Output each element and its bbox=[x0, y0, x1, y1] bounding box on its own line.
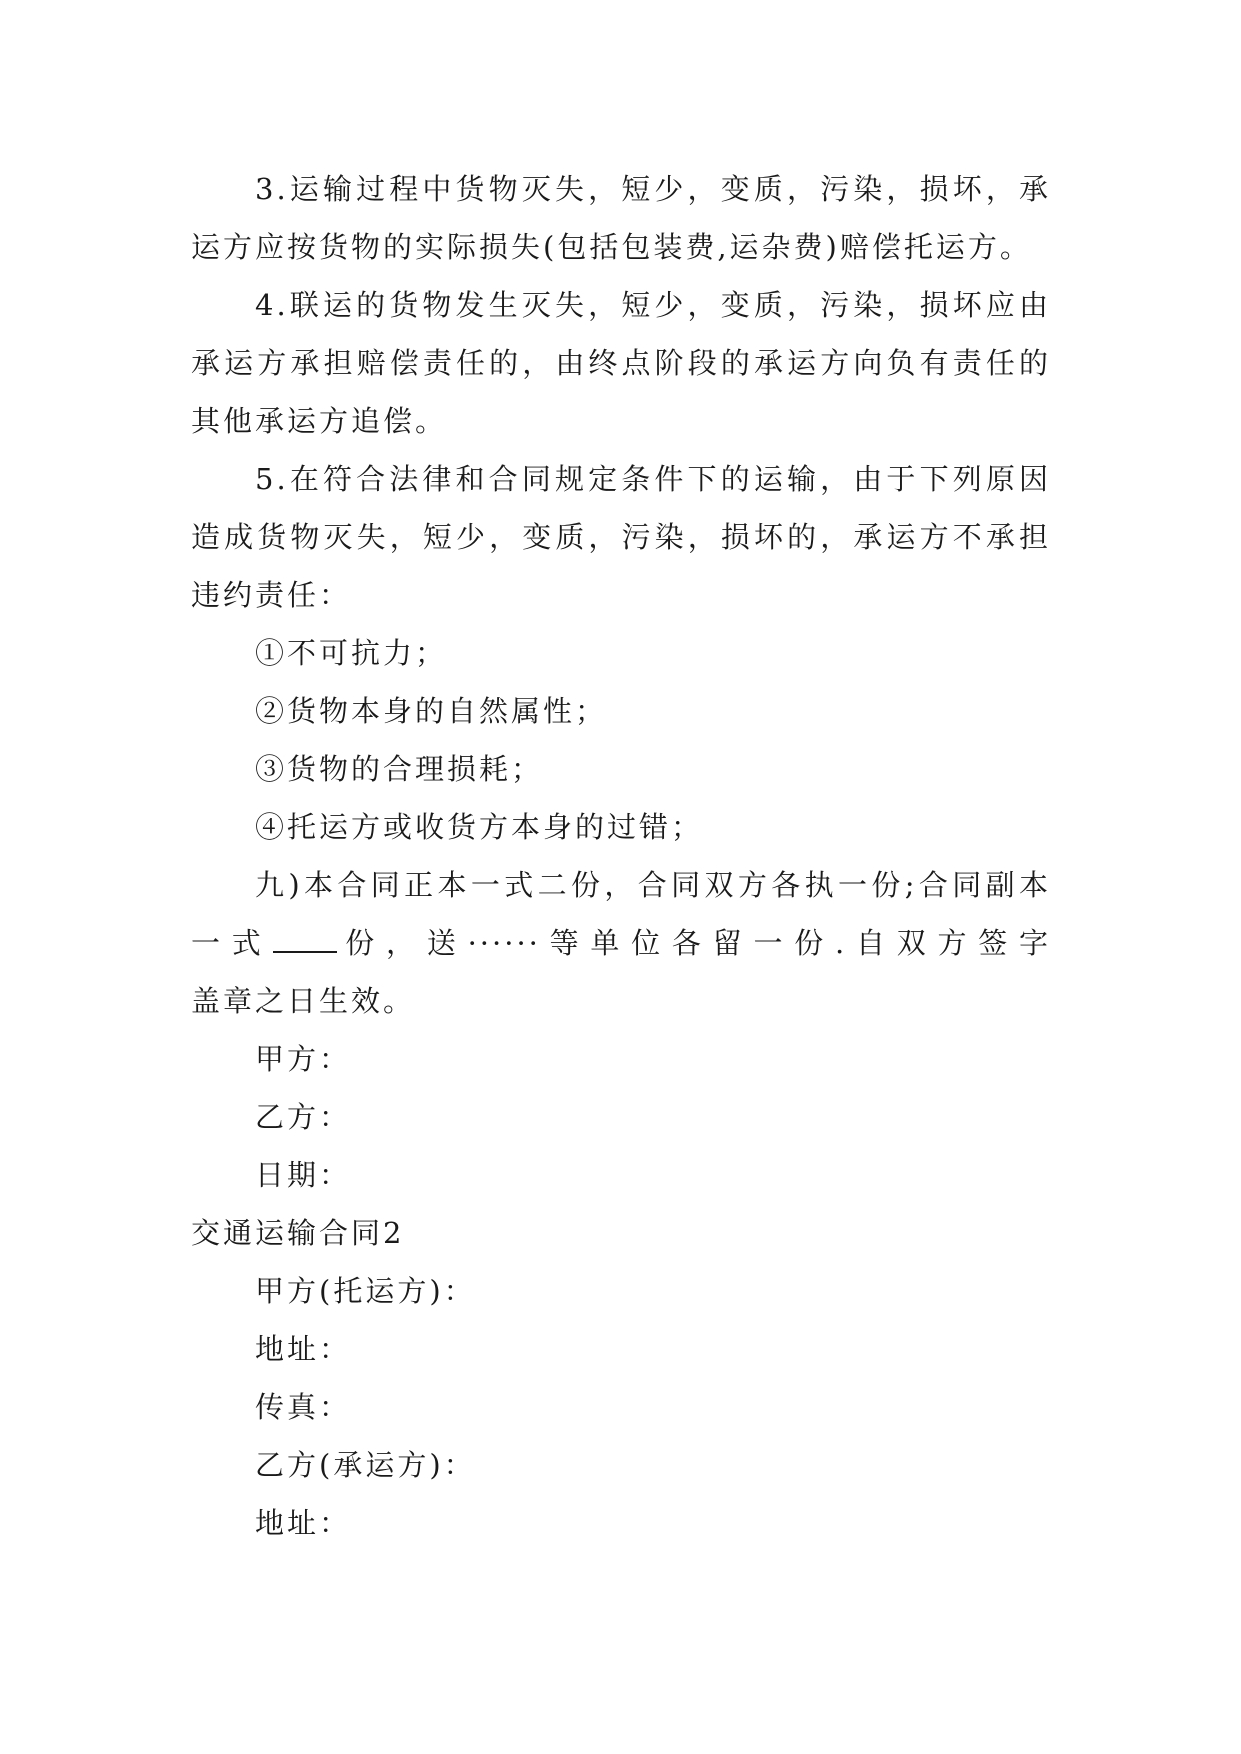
paragraph-line: ④托运方或收货方本身的过错； bbox=[255, 810, 704, 844]
paragraph-line: 甲方(托运方)： bbox=[255, 1274, 476, 1308]
paragraph-line: 乙方(承运方)： bbox=[255, 1448, 476, 1482]
paragraph-line: 甲方： bbox=[255, 1042, 352, 1076]
paragraph-line: 盖章之日生效。 bbox=[191, 984, 416, 1018]
paragraph-line: 交通运输合同2 bbox=[191, 1216, 405, 1250]
paragraph-line: 造成货物灭失，短少，变质，污染，损坏的，承运方不承担 bbox=[191, 520, 1051, 554]
paragraph-line: 传真： bbox=[255, 1390, 352, 1424]
copies-after: 份，送······等单位各留一份.自双方签字 bbox=[336, 926, 1051, 960]
paragraph-line: ①不可抗力； bbox=[255, 636, 448, 670]
paragraph-line: 5.在符合法律和合同规定条件下的运输，由于下列原因 bbox=[255, 462, 1051, 496]
paragraph-line: 乙方： bbox=[255, 1100, 352, 1134]
paragraph-line: 运方应按货物的实际损失(包括包装费,运杂费)赔偿托运方。 bbox=[191, 230, 1032, 264]
document-body-end bbox=[191, 972, 1051, 1552]
copies-before: 一式 bbox=[191, 926, 273, 960]
paragraph-line: 违约责任： bbox=[191, 578, 352, 612]
paragraph-line: 3.运输过程中货物灭失，短少，变质，污染，损坏，承 bbox=[255, 172, 1051, 206]
paragraph-line: 承运方承担赔偿责任的，由终点阶段的承运方向负有责任的 bbox=[191, 346, 1051, 380]
document-body bbox=[191, 160, 1051, 914]
copies-blank bbox=[273, 927, 337, 953]
paragraph-line: 日期： bbox=[255, 1158, 352, 1192]
paragraph-line: 地址： bbox=[255, 1332, 352, 1366]
paragraph-line: 九)本合同正本一式二份，合同双方各执一份;合同副本 bbox=[255, 868, 1051, 902]
copies-line bbox=[191, 914, 1051, 972]
paragraph-line: 其他承运方追偿。 bbox=[191, 404, 448, 438]
paragraph-line: 地址： bbox=[255, 1506, 352, 1540]
paragraph-line: ②货物本身的自然属性； bbox=[255, 694, 608, 728]
document-page bbox=[191, 160, 1051, 1552]
paragraph-line: ③货物的合理损耗； bbox=[255, 752, 544, 786]
paragraph-line: 4.联运的货物发生灭失，短少，变质，污染，损坏应由 bbox=[255, 288, 1051, 322]
